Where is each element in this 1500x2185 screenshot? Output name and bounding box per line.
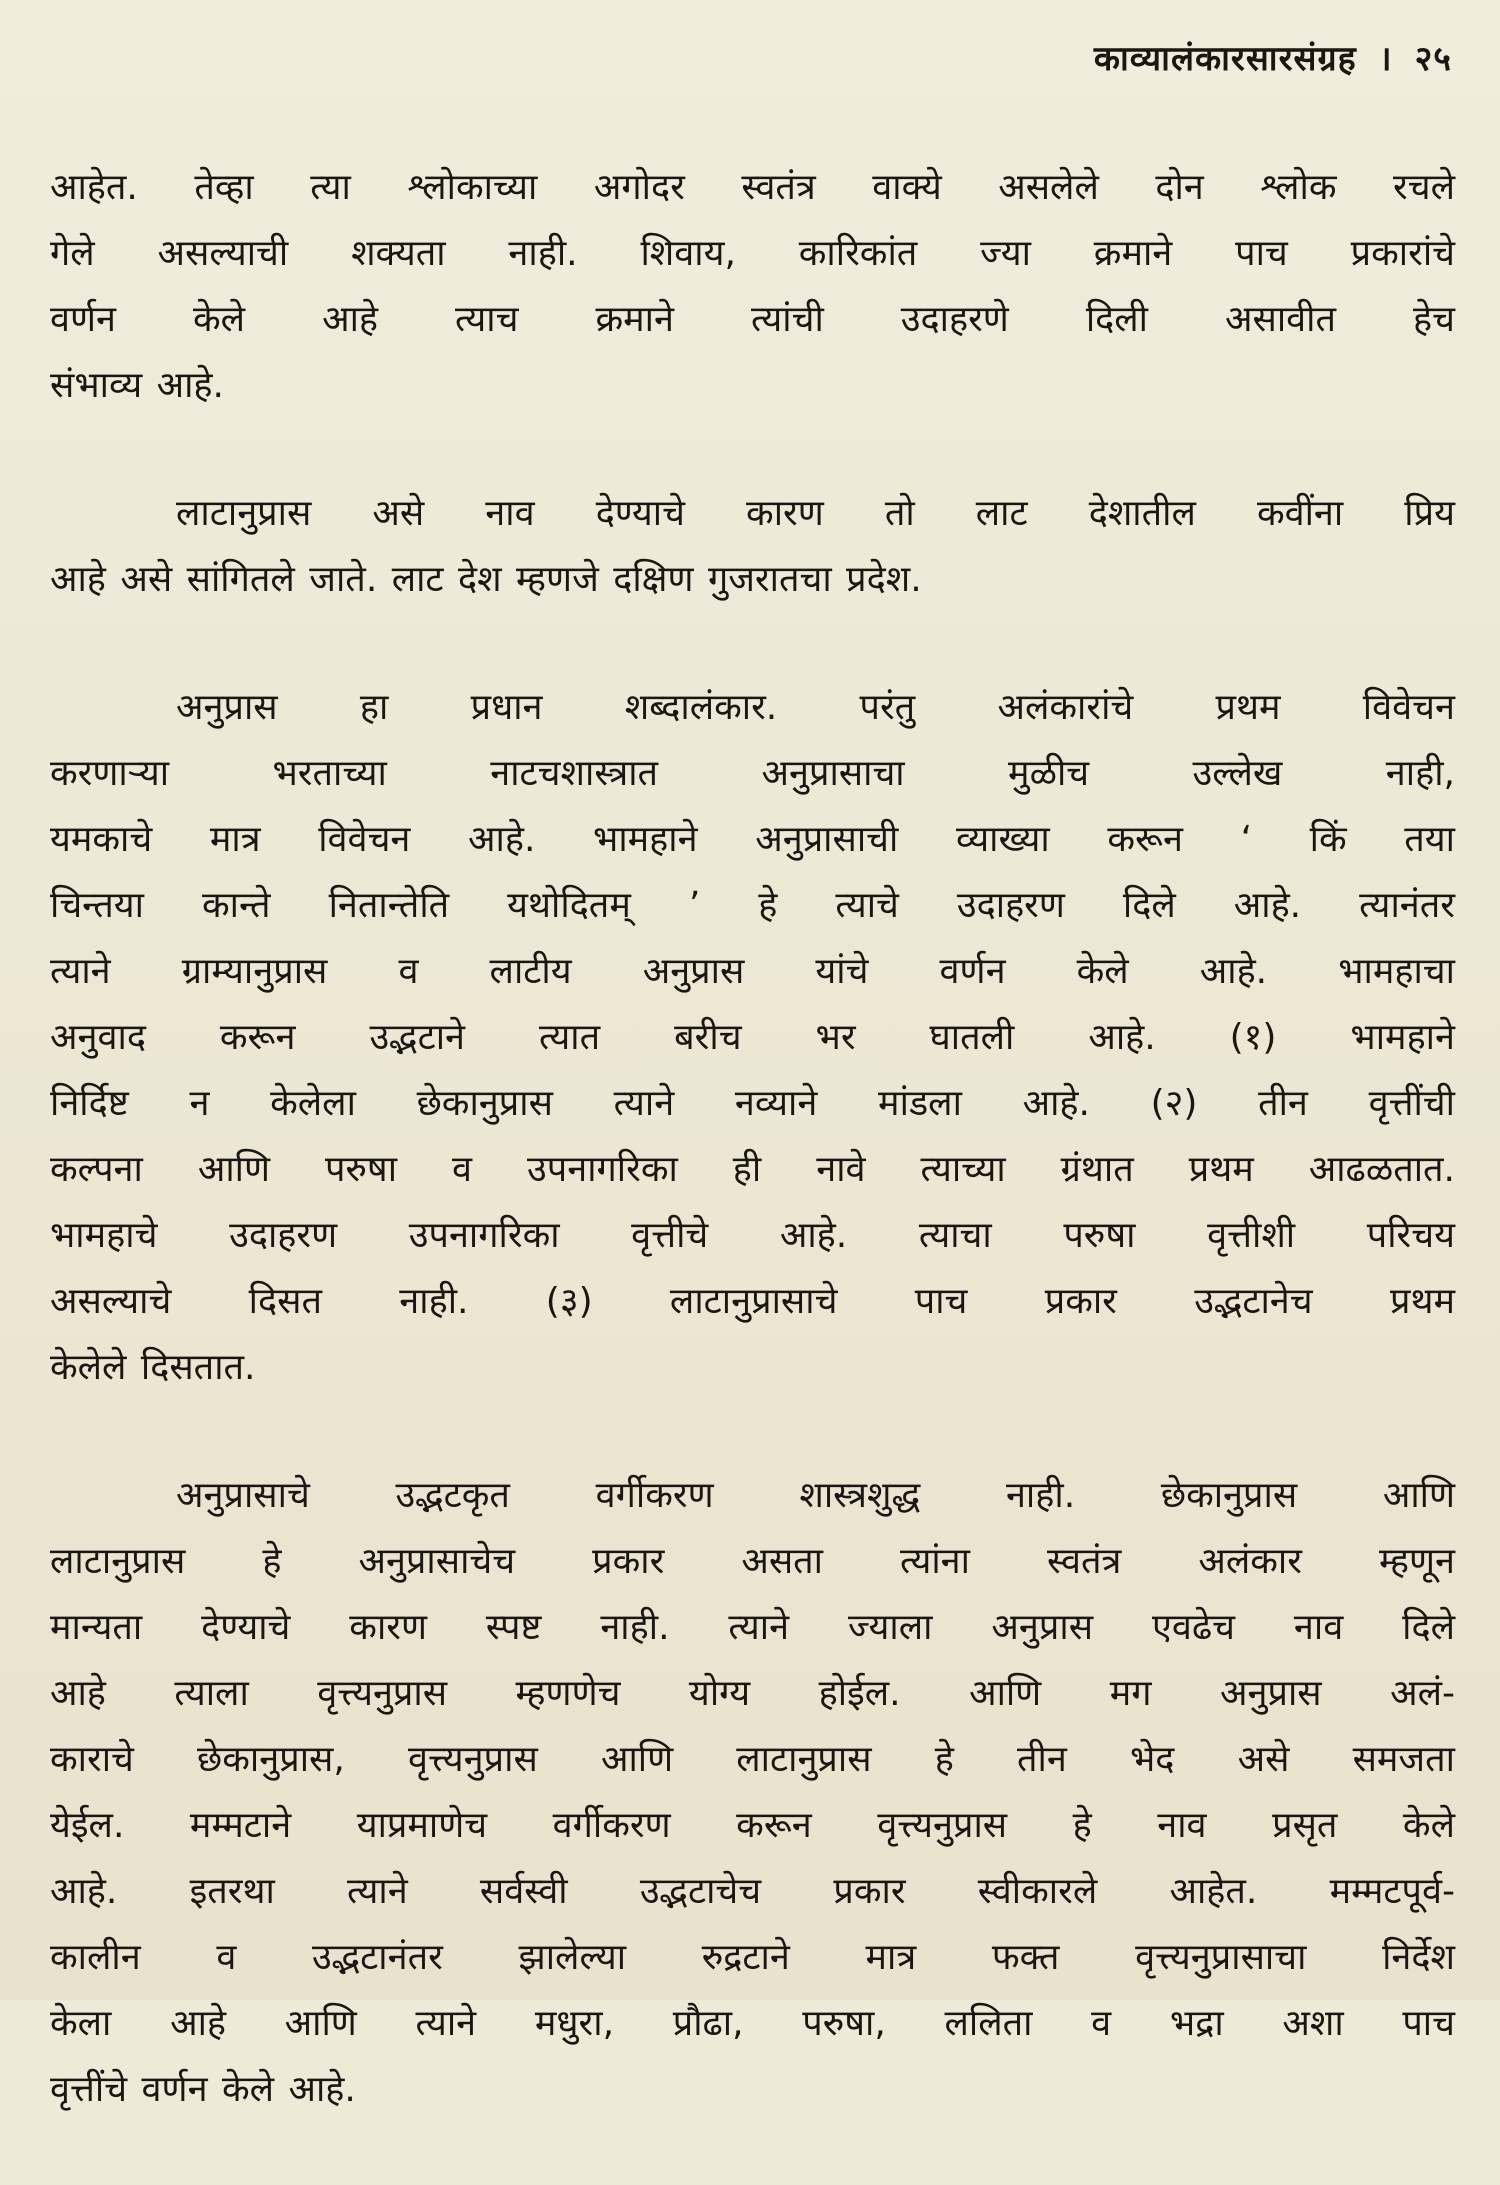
text-line: असल्याचे दिसत नाही. (३) लाटानुप्रासाचे पाच प्रकार उद्भटानेच प्रथम: [50, 1281, 1455, 1322]
text-line: मान्यता देण्याचे कारण स्पष्ट नाही. त्याने ज्याला अनुप्रास एवढेच नाव दिले: [50, 1607, 1455, 1648]
text-line: आहे असे सांगितले जाते. लाट देश म्हणजे दक्षिण गुजरातचा प्रदेश.: [50, 559, 922, 600]
text-line: लाटानुप्रास हे अनुप्रासाचेच प्रकार असता त्यांना स्वतंत्र अलंकार म्हणून: [50, 1541, 1455, 1582]
text-line: अनुवाद करून उद्भटाने त्यात बरीच भर घातली आहे. (१) भामहाने: [50, 1017, 1455, 1058]
text-line: आहे. इतरथा त्याने सर्वस्वी उद्भटाचेच प्रकार स्वीकारले आहेत. मम्मटपूर्व-: [50, 1871, 1455, 1912]
text-line: केलेले दिसतात.: [50, 1347, 256, 1388]
text-line: संभाव्य आहे.: [50, 365, 224, 406]
text-line: यमकाचे मात्र विवेचन आहे. भामहाने अनुप्रासाची व्याख्या करून ‘ किं तया: [50, 819, 1455, 860]
text-line: निर्दिष्ट न केलेला छेकानुप्रास त्याने नव्याने मांडला आहे. (२) तीन वृत्तींची: [50, 1083, 1455, 1124]
text-line: करणाऱ्या भरताच्या नाटचशास्त्रात अनुप्रासाचा मुळीच उल्लेख नाही,: [50, 753, 1455, 794]
text-line: चिन्तया कान्ते नितान्तेति यथोदितम् ’ हे त्याचे उदाहरण दिले आहे. त्यानंतर: [50, 885, 1455, 926]
book-title: काव्यालंकारसारसंग्रह: [1093, 39, 1357, 79]
text-line: अनुप्रासाचे उद्भटकृत वर्गीकरण शास्त्रशुद्ध नाही. छेकानुप्रास आणि: [176, 1475, 1455, 1516]
text-line: आहे त्याला वृत्त्यनुप्रास म्हणणेच योग्य होईल. आणि मग अनुप्रास अलं-: [50, 1673, 1455, 1714]
text-line: कल्पना आणि परुषा व उपनागरिका ही नावे त्याच्या ग्रंथात प्रथम आढळतात.: [50, 1149, 1455, 1190]
text-line: केला आहे आणि त्याने मधुरा, प्रौढा, परुषा, ललिता व भद्रा अशा पाच: [50, 2003, 1455, 2044]
header-separator: ।: [1378, 39, 1393, 79]
text-line: आहेत. तेव्हा त्या श्लोकाच्या अगोदर स्वतंत्र वाक्ये असलेले दोन श्लोक रचले: [50, 167, 1455, 208]
text-line: काराचे छेकानुप्रास, वृत्त्यनुप्रास आणि लाटानुप्रास हे तीन भेद असे समजता: [50, 1739, 1455, 1780]
text-line: येईल. मम्मटाने याप्रमाणेच वर्गीकरण करून वृत्त्यनुप्रास हे नाव प्रसृत केले: [50, 1805, 1455, 1846]
page-body: [50, 155, 1455, 2185]
text-line: त्याने ग्राम्यानुप्रास व लाटीय अनुप्रास यांचे वर्णन केले आहे. भामहाचा: [50, 951, 1455, 992]
running-header: [1094, 34, 1452, 80]
text-line: वृत्तींचे वर्णन केले आहे.: [50, 2069, 356, 2110]
paragraph-4: [50, 1463, 1455, 2123]
paragraph-3: [50, 675, 1455, 1401]
text-line: गेले असल्याची शक्यता नाही. शिवाय, कारिकांत ज्या क्रमाने पाच प्रकारांचे: [50, 233, 1455, 274]
text-line: लाटानुप्रास असे नाव देण्याचे कारण तो लाट देशातील कवींना प्रिय: [176, 493, 1455, 534]
text-line: कालीन व उद्भटानंतर झालेल्या रुद्रटाने मात्र फक्त वृत्त्यनुप्रासाचा निर्देश: [50, 1937, 1455, 1978]
text-line: अनुप्रास हा प्रधान शब्दालंकार. परंतु अलंकारांचे प्रथम विवेचन: [176, 687, 1455, 728]
page-number: २५: [1414, 39, 1452, 79]
paragraph-1: [50, 155, 1455, 419]
text-line: वर्णन केले आहे त्याच क्रमाने त्यांची उदाहरणे दिली असावीत हेच: [50, 299, 1455, 340]
text-line: भामहाचे उदाहरण उपनागरिका वृत्तीचे आहे. त्याचा परुषा वृत्तीशी परिचय: [50, 1215, 1455, 1256]
paragraph-2: [50, 481, 1455, 613]
